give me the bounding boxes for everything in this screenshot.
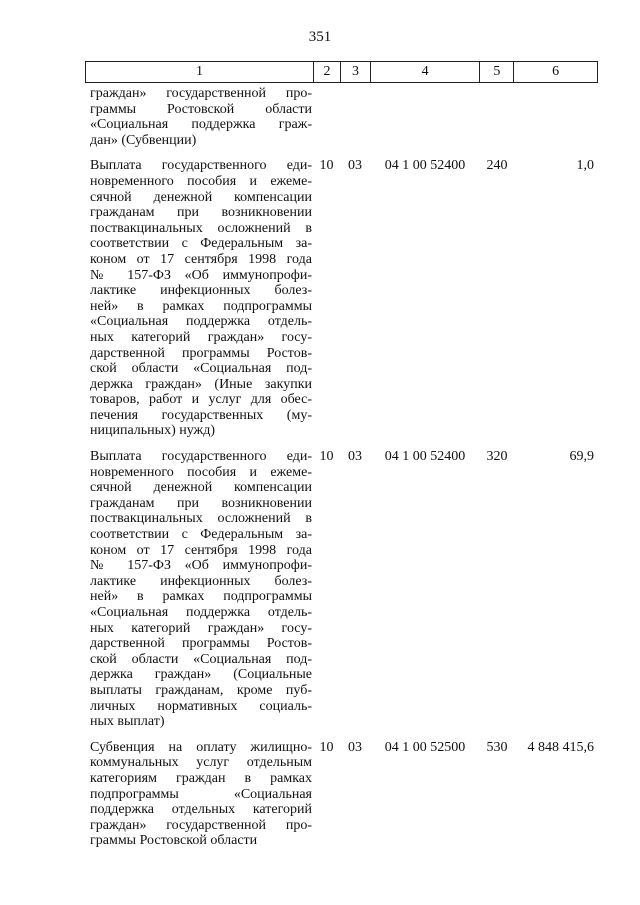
description-line: дарственной программы Ростов- xyxy=(90,345,312,361)
description-line: лактике инфекционных болез- xyxy=(90,283,312,299)
description-line: подпрограммы «Социальная xyxy=(90,786,312,802)
description-line: граждан» государственной про- xyxy=(90,86,312,101)
description-line: граммы Ростовской области xyxy=(90,101,312,117)
table-row xyxy=(85,158,598,439)
description-line: граммы Ростовской области xyxy=(90,833,258,849)
header-col-5: 5 xyxy=(479,62,513,82)
header-col-3: 3 xyxy=(340,62,370,82)
description-line: соответствии с Федеральным за- xyxy=(90,236,312,252)
target-article-code: 04 1 00 52400 xyxy=(384,449,466,465)
description-line: граждан» государственной про- xyxy=(90,817,312,833)
description-line: «Социальная поддержка граж- xyxy=(90,117,312,133)
row-description xyxy=(85,449,312,730)
expense-type-code: 320 xyxy=(486,449,508,465)
description-line: ных категорий граждан» госу- xyxy=(90,329,312,345)
row-description xyxy=(85,158,312,439)
header-col-2: 2 xyxy=(313,62,340,82)
description-line: сячной денежной компенсации xyxy=(90,480,312,496)
row-description xyxy=(85,86,312,148)
description-line: категориям граждан в рамках xyxy=(90,770,312,786)
table-row xyxy=(85,86,598,148)
description-line: поддержка отдельных категорий xyxy=(90,802,312,818)
target-article-code: 04 1 00 52500 xyxy=(384,739,466,755)
description-line: личных нормативных социаль- xyxy=(90,698,312,714)
description-line: коном от 17 сентября 1998 года xyxy=(90,542,312,558)
expense-type-code: 240 xyxy=(486,158,508,174)
description-line: товаров, работ и услуг для обес- xyxy=(90,392,312,408)
description-line: ской области «Социальная под- xyxy=(90,651,312,667)
description-line: коном от 17 сентября 1998 года xyxy=(90,251,312,267)
description-line: ней» в рамках подпрограммы xyxy=(90,589,312,605)
amount: 4 848 415,6 xyxy=(527,739,594,755)
description-line: Выплата государственного еди- xyxy=(90,158,312,174)
description-line: «Социальная поддержка отдель- xyxy=(90,314,312,330)
subsection-code: 03 xyxy=(348,449,362,465)
subsection-code: 03 xyxy=(348,739,362,755)
header-col-1: 1 xyxy=(196,64,204,79)
page-number: 351 xyxy=(308,29,332,45)
description-line: поствакцинальных осложнений в xyxy=(90,220,312,236)
description-line: ской области «Социальная под- xyxy=(90,361,312,377)
amount: 69,9 xyxy=(569,449,594,465)
header-col-4: 4 xyxy=(370,62,480,82)
description-line: держка граждан» (Социальные xyxy=(90,667,312,683)
subsection-code: 03 xyxy=(348,158,362,174)
description-line: ных выплат) xyxy=(90,714,165,730)
table-header xyxy=(85,61,598,83)
description-line: поствакцинальных осложнений в xyxy=(90,511,312,527)
description-line: ных категорий граждан» госу- xyxy=(90,620,312,636)
description-line: новременного пособия и ежеме- xyxy=(90,173,312,189)
amount: 1,0 xyxy=(576,158,594,174)
description-line: гражданам при возникновении xyxy=(90,205,312,221)
description-line: дан» (Субвенции) xyxy=(90,132,197,148)
description-line: № 157-ФЗ «Об иммунопрофи- xyxy=(90,558,312,574)
expense-type-code: 530 xyxy=(486,739,508,755)
section-code: 10 xyxy=(319,739,334,755)
description-line: Выплата государственного еди- xyxy=(90,449,312,465)
section-code: 10 xyxy=(319,449,334,465)
description-line: новременного пособия и ежеме- xyxy=(90,464,312,480)
description-line: печения государственных (му- xyxy=(90,407,312,423)
description-line: выплаты гражданам, кроме пуб- xyxy=(90,682,312,698)
table-row xyxy=(85,740,598,849)
description-line: держка граждан» (Иные закупки xyxy=(90,376,312,392)
row-description xyxy=(85,740,312,849)
description-line: гражданам при возникновении xyxy=(90,495,312,511)
section-code: 10 xyxy=(319,158,334,174)
table-row xyxy=(85,449,598,730)
description-line: сячной денежной компенсации xyxy=(90,189,312,205)
description-line: дарственной программы Ростов- xyxy=(90,636,312,652)
description-line: лактике инфекционных болез- xyxy=(90,573,312,589)
target-article-code: 04 1 00 52400 xyxy=(384,158,466,174)
description-line: соответствии с Федеральным за- xyxy=(90,527,312,543)
table-body xyxy=(85,86,598,849)
description-line: № 157-ФЗ «Об иммунопрофи- xyxy=(90,267,312,283)
description-line: ниципальных) нужд) xyxy=(90,423,215,439)
description-line: «Социальная поддержка отдель- xyxy=(90,605,312,620)
description-line: коммунальных услуг отдельным xyxy=(90,755,312,771)
header-col-6: 6 xyxy=(513,62,597,82)
description-line: ней» в рамках подпрограммы xyxy=(90,298,312,314)
description-line: Субвенция на оплату жилищно- xyxy=(90,739,312,755)
